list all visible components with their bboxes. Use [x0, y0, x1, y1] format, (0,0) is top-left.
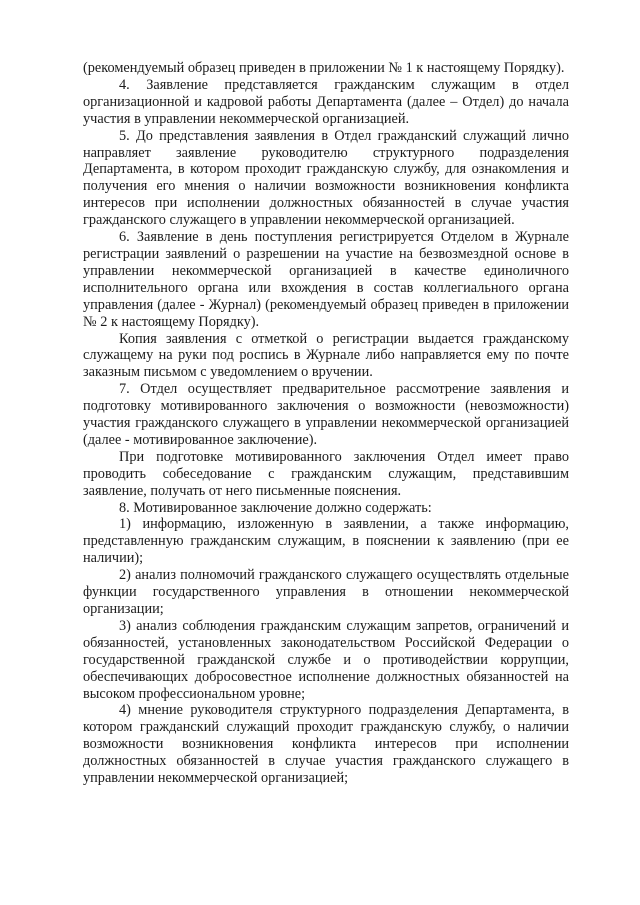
- paragraph-continuation: (рекомендуемый образец приведен в приложении № 1 к настоящему Порядку).: [83, 60, 565, 76]
- paragraph-5: 5. До представления заявления в Отдел гражданский служащий лично направляет заявление руководителю структурного подразделения Департамента, в котором проходит гражданскую службу, для ознакомления и получения его мнения о наличии возможности возникновения конфликта интересов при исполнении должностных обязанностей в случае участия гражданского служащего в управлении некоммерческой организацией.: [83, 127, 569, 229]
- paragraph-7: 7. Отдел осуществляет предварительное рассмотрение заявления и подготовку мотивированного заключения о возможности (невозможности) участия гражданского служащего в управлении некоммерческой организацией (далее - мотивированное заключение).: [83, 381, 569, 448]
- list-item-1: 1) информацию, изложенную в заявлении, а также информацию, представленную гражданским служащим, в пояснении к заявлению (при ее наличии);: [83, 516, 569, 567]
- list-item-3: 3) анализ соблюдения гражданским служащим запретов, ограничений и обязанностей, установленных законодательством Российской Федерации о государственной гражданской службе и о противодействии коррупции, обеспечивающих добросовестное исполнение должностных обязанностей на высоком профессиональном уровне;: [83, 617, 569, 702]
- paragraph-6-copy: Копия заявления с отметкой о регистрации выдается гражданскому служащему на руки под роспись в Журнале либо направляется ему по почте заказным письмом с уведомлением о вручении.: [83, 330, 569, 381]
- paragraph-7-interview: При подготовке мотивированного заключения Отдел имеет право проводить собеседование с гражданским служащим, представившим заявление, получать от него письменные пояснения.: [83, 448, 569, 499]
- list-item-2: 2) анализ полномочий гражданского служащего осуществлять отдельные функции государственного управления в отношении некоммерческой организации;: [83, 567, 569, 617]
- document-body: [83, 60, 569, 787]
- list-item-4: 4) мнение руководителя структурного подразделения Департамента, в котором гражданский служащий проходит гражданскую службу, о наличии возможности возникновения конфликта интересов при исполнении должностных обязанностей в случае участия гражданского служащего в управлении некоммерческой организацией;: [83, 702, 569, 787]
- paragraph-4: 4. Заявление представляется гражданским служащим в отдел организационной и кадровой работы Департамента (далее – Отдел) до начала участия в управлении некоммерческой организацией.: [83, 76, 569, 127]
- paragraph-6: 6. Заявление в день поступления регистрируется Отделом в Журнале регистрации заявлений о разрешении на участие на безвозмездной основе в управлении некоммерческой организацией в качестве единоличного исполнительного органа или вхождения в состав коллегиального органа управления (далее - Журнал) (рекомендуемый образец приведен в приложении № 2 к настоящему Порядку).: [83, 229, 569, 330]
- paragraph-8: 8. Мотивированное заключение должно содержать:: [119, 499, 432, 516]
